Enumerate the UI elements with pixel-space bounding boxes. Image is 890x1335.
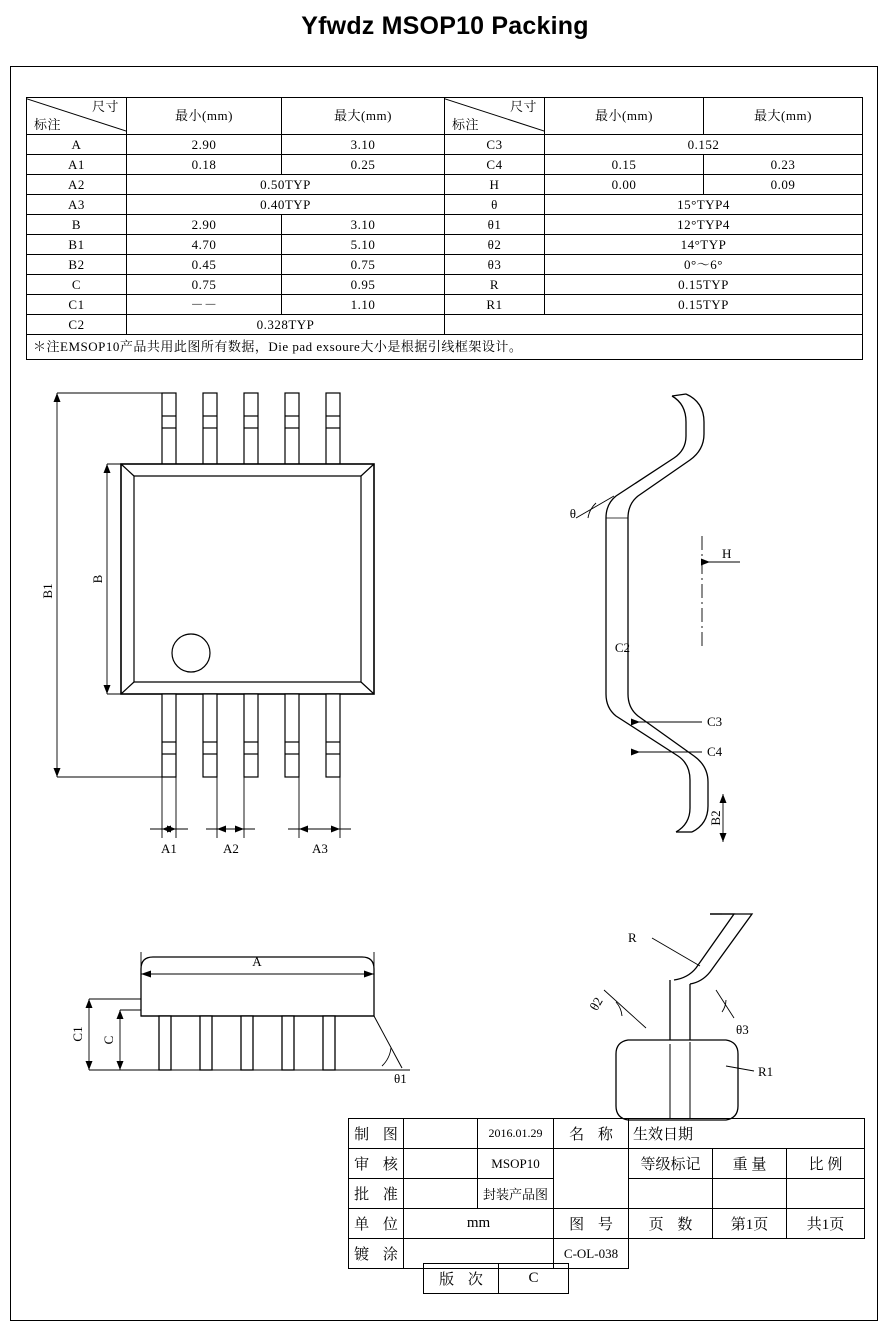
coating-label: 镀 涂	[349, 1239, 404, 1269]
label-r: R	[628, 930, 637, 945]
cell-max: 3.10	[282, 135, 445, 155]
label-theta: θ	[569, 506, 576, 521]
cell-min: 0.15	[545, 155, 704, 175]
cell-symbol: C	[27, 275, 127, 295]
label-h: H	[722, 546, 732, 561]
title-block-row	[349, 1179, 865, 1209]
cell-typ: 0°～6°	[545, 255, 863, 275]
header-corner-left-size: 尺寸	[91, 99, 119, 114]
label-c2: C2	[614, 640, 630, 655]
draw-label: 制 图	[349, 1119, 404, 1149]
header-max-2: 最大(mm)	[704, 98, 863, 135]
cell-symbol: B2	[27, 255, 127, 275]
product-name-2: 封装产品图	[478, 1179, 554, 1209]
drawing-no-label: 图 号	[554, 1209, 629, 1239]
cell-symbol: A	[27, 135, 127, 155]
cell-max: 5.10	[282, 235, 445, 255]
cell-typ: 0.15TYP	[545, 295, 863, 315]
cell-min: 0.75	[127, 275, 282, 295]
cell-max: 3.10	[282, 215, 445, 235]
approve-label: 批 准	[349, 1179, 404, 1209]
cell-min: 0.18	[127, 155, 282, 175]
label-a2: A2	[223, 841, 239, 856]
revision-label: 版 次	[424, 1264, 499, 1294]
page-total: 共1页	[787, 1209, 865, 1239]
header-max-1: 最大(mm)	[282, 98, 445, 135]
page-current: 第1页	[713, 1209, 787, 1239]
foot-detail	[586, 914, 773, 1120]
cell-symbol: B	[27, 215, 127, 235]
weight-value	[713, 1179, 787, 1209]
title-block-row	[349, 1149, 865, 1179]
scale-value	[787, 1179, 865, 1209]
label-r1: R1	[758, 1064, 774, 1079]
cell-symbol: C1	[27, 295, 127, 315]
cell-max: 0.95	[282, 275, 445, 295]
cell-typ: 0.40TYP	[127, 195, 445, 215]
cell-symbol: A2	[27, 175, 127, 195]
label-b2: B2	[708, 810, 723, 826]
label-b1: B1	[40, 583, 55, 599]
label-theta1: θ1	[394, 1071, 407, 1086]
cell-symbol: θ3	[445, 255, 545, 275]
revision-row	[424, 1264, 569, 1294]
header-min-2: 最小(mm)	[545, 98, 704, 135]
revision-value: C	[499, 1264, 569, 1294]
label-theta2: θ2	[586, 994, 606, 1014]
cell-symbol: θ1	[445, 215, 545, 235]
cell-symbol: R1	[445, 295, 545, 315]
cell-symbol: θ	[445, 195, 545, 215]
header-corner-right-symbol: 标注	[452, 117, 480, 132]
header-corner-right-size: 尺寸	[509, 99, 537, 114]
spacer-cell	[554, 1149, 629, 1179]
grade-value	[629, 1179, 713, 1209]
cell-typ: 0.15TYP	[545, 275, 863, 295]
dim-a1	[150, 777, 188, 856]
cell-max: 0.75	[282, 255, 445, 275]
unit-value: mm	[404, 1209, 554, 1239]
scale-label: 比 例	[787, 1149, 865, 1179]
top-view	[121, 393, 374, 777]
label-theta3: θ3	[736, 1022, 749, 1037]
cell-symbol: R	[445, 275, 545, 295]
draw-value	[404, 1119, 478, 1149]
weight-label: 重 量	[713, 1149, 787, 1179]
cell-symbol: H	[445, 175, 545, 195]
check-label: 审 核	[349, 1149, 404, 1179]
cell-typ: 12°TYP4	[545, 215, 863, 235]
cell-max: 0.25	[282, 155, 445, 175]
spacer-cell	[629, 1239, 865, 1269]
lead-detail	[570, 394, 740, 842]
dim-a3	[288, 777, 351, 856]
check-value	[404, 1149, 478, 1179]
cell-symbol: C4	[445, 155, 545, 175]
label-a1: A1	[161, 841, 177, 856]
cell-symbol: C2	[27, 315, 127, 335]
header-min-1: 最小(mm)	[127, 98, 282, 135]
effective-date-label: 生效日期	[629, 1119, 865, 1149]
revision-block	[423, 1263, 569, 1294]
cell-symbol: C3	[445, 135, 545, 155]
cell-typ: 0.50TYP	[127, 175, 445, 195]
cell-max: 1.10	[282, 295, 445, 315]
approve-value	[404, 1179, 478, 1209]
spacer-cell	[554, 1179, 629, 1209]
title-block-row	[349, 1209, 865, 1239]
cell-max: 0.09	[704, 175, 863, 195]
draw-date: 2016.01.29	[478, 1119, 554, 1149]
cell-typ: 14°TYP	[545, 235, 863, 255]
cell-typ: 0.328TYP	[127, 315, 445, 335]
name-label: 名 称	[554, 1119, 629, 1149]
cell-min: 0.45	[127, 255, 282, 275]
product-name-1: MSOP10	[478, 1149, 554, 1179]
dim-a2	[206, 777, 255, 856]
cell-min: －－	[127, 295, 282, 315]
grade-label: 等级标记	[629, 1149, 713, 1179]
cell-min: 2.90	[127, 215, 282, 235]
label-c: C	[101, 1035, 116, 1045]
label-a3: A3	[312, 841, 328, 856]
header-corner-left-symbol: 标注	[34, 117, 62, 132]
table-note: ＊注EMSOP10产品共用此图所有数据，Die pad exsoure大小是根据引线框架设计。	[27, 335, 863, 360]
page-title: Yfwdz MSOP10 Packing	[301, 12, 589, 40]
cell-symbol: A1	[27, 155, 127, 175]
title-block-row	[349, 1119, 865, 1149]
pages-label: 页 数	[629, 1209, 713, 1239]
cell-symbol: B1	[27, 235, 127, 255]
label-a: A	[252, 954, 262, 969]
cell-min: 2.90	[127, 135, 282, 155]
cell-max: 0.23	[704, 155, 863, 175]
label-c4: C4	[707, 744, 723, 759]
label-c3: C3	[707, 714, 723, 729]
label-b: B	[90, 574, 105, 584]
unit-label: 单 位	[349, 1209, 404, 1239]
label-c1: C1	[70, 1026, 85, 1042]
dim-c	[101, 1010, 141, 1070]
cell-min: 0.00	[545, 175, 704, 195]
drawing-no-value: C-OL-038	[554, 1239, 629, 1269]
cell-min: 4.70	[127, 235, 282, 255]
cell-typ: 15°TYP4	[545, 195, 863, 215]
cell-typ: 0.152	[545, 135, 863, 155]
cell-symbol: θ2	[445, 235, 545, 255]
cell-symbol: A3	[27, 195, 127, 215]
